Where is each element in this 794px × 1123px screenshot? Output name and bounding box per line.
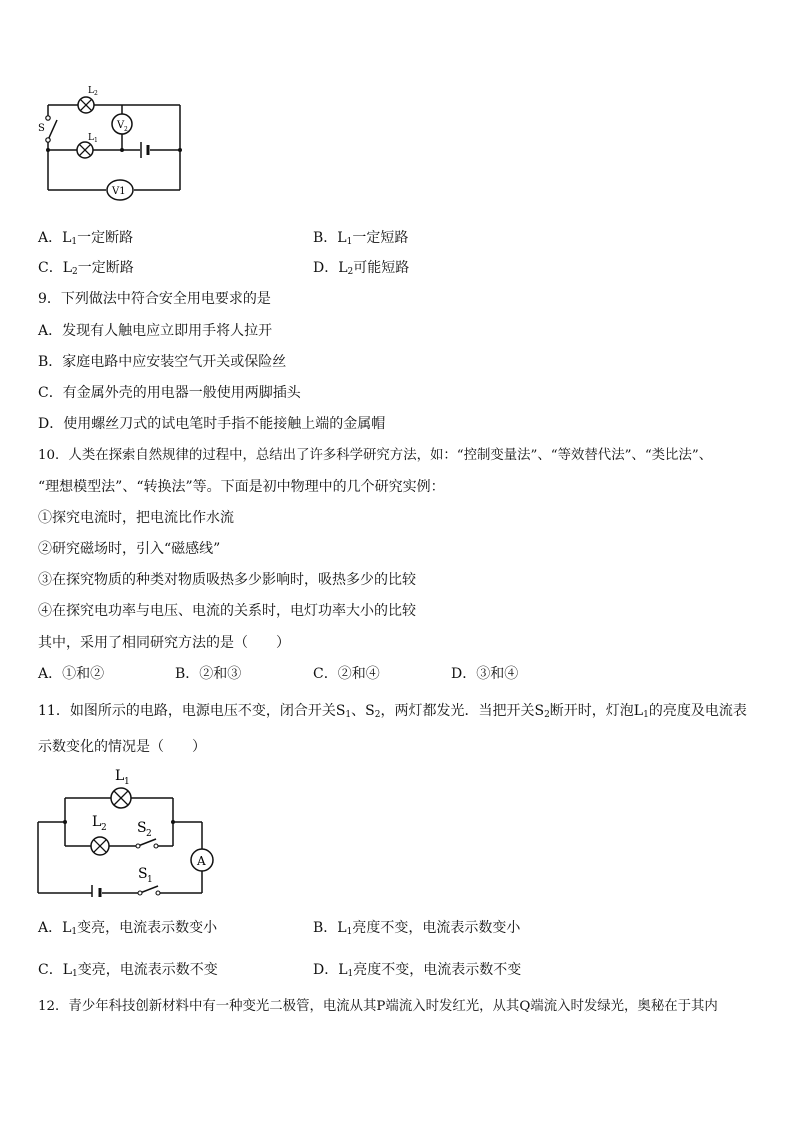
q12-stem: 12．青少年科技创新材料中有一种变光二极管，电流从其P端流入时发红光，从其Q端流入时发绿光，奥秘在于其内 (38, 999, 718, 1014)
svg-text:2: 2 (146, 829, 152, 839)
battery-icon (141, 142, 148, 158)
q10-item-3: ③在探究物质的种类对物质吸热多少影响时，吸热多少的比较 (38, 572, 416, 588)
svg-text:V: V (117, 120, 125, 131)
q10-option-d[interactable]: D．③和④ (451, 666, 519, 682)
q11-option-c[interactable]: C．$L_1$变亮，电流表示数不变 (38, 962, 218, 979)
q10-stem-line2: “理想模型法”、“转换法”等。下面是初中物理中的几个研究实例： (38, 479, 445, 495)
q11-option-b[interactable]: B．$L_1$亮度不变，电流表示数变小 (313, 920, 521, 937)
svg-text:2: 2 (101, 823, 107, 833)
voltmeter-v2-icon (112, 114, 132, 134)
q10-option-b[interactable]: B．②和③ (175, 666, 242, 682)
q10-option-a[interactable]: A．①和② (38, 666, 105, 682)
svg-text:1: 1 (147, 875, 153, 885)
q11-stem-line1: 11．如图所示的电路，电源电压不变，闭合开关$S_1$、$S_2$，两灯都发光．当把开关$S_2$断开时，灯泡$L_1$的亮度及电流表 (38, 703, 747, 720)
ammeter-icon (191, 849, 213, 871)
q10-item-1: ①探究电流时，把电流比作水流 (38, 510, 234, 526)
q8-option-b[interactable]: B．$L_1$一定短路 (313, 230, 409, 247)
lamp-l2-icon (91, 837, 109, 855)
label-s: S (38, 123, 45, 134)
lamp-l2-icon (78, 97, 94, 113)
label-s2: S (137, 820, 147, 836)
q10-question: 其中，采用了相同研究方法的是（ ） (38, 635, 290, 651)
voltmeter-v1-icon (106, 180, 134, 200)
q11-option-d[interactable]: D．$L_1$亮度不变，电流表示数不变 (313, 962, 522, 979)
lamp-l1-icon (111, 788, 131, 808)
q10-stem-line1: 10．人类在探索自然规律的过程中，总结出了许多科学研究方法，如：“控制变量法”、“等效替代法”、“类比法”、 (38, 448, 713, 463)
q11-stem-line2: 示数变化的情况是（ ） (38, 739, 206, 755)
svg-text:1: 1 (94, 137, 98, 144)
q8-option-a[interactable]: A．$L_1$一定断路 (38, 230, 134, 247)
svg-text:A: A (197, 854, 206, 868)
q9-option-d[interactable]: D．使用螺丝刀式的试电笔时手指不能接触上端的金属帽 (38, 416, 386, 432)
q10-item-4: ④在探究电功率与电压、电流的关系时，电灯功率大小的比较 (38, 603, 416, 619)
q9-stem: 9．下列做法中符合安全用电要求的是 (38, 291, 271, 307)
label-l2: L (92, 814, 102, 830)
svg-text:1: 1 (124, 777, 130, 787)
q11-option-a[interactable]: A．$L_1$变亮，电流表示数变小 (38, 920, 218, 937)
q9-option-b[interactable]: B．家庭电路中应安装空气开关或保险丝 (38, 354, 287, 370)
q10-option-c[interactable]: C．②和④ (313, 666, 380, 682)
label-l2: L (88, 86, 94, 96)
label-l1: L (88, 133, 94, 143)
q8-option-d[interactable]: D．$L_2$可能短路 (313, 260, 410, 277)
lamp-l1-icon (77, 142, 93, 158)
q9-option-c[interactable]: C．有金属外壳的用电器一般使用两脚插头 (38, 385, 301, 401)
label-s1: S (138, 866, 148, 882)
svg-text:V1: V1 (112, 186, 126, 197)
svg-text:2: 2 (94, 90, 98, 97)
label-l1: L (115, 768, 125, 784)
circuit-diagram-q11 (30, 762, 220, 897)
svg-text:2: 2 (124, 126, 128, 133)
circuit-diagram-q8 (30, 80, 200, 205)
battery-icon (92, 885, 100, 897)
q9-option-a[interactable]: A．发现有人触电应立即用手将人拉开 (38, 323, 273, 339)
q8-option-c[interactable]: C．$L_2$一定断路 (38, 260, 134, 277)
q10-item-2: ②研究磁场时，引入“磁感线” (38, 541, 221, 557)
